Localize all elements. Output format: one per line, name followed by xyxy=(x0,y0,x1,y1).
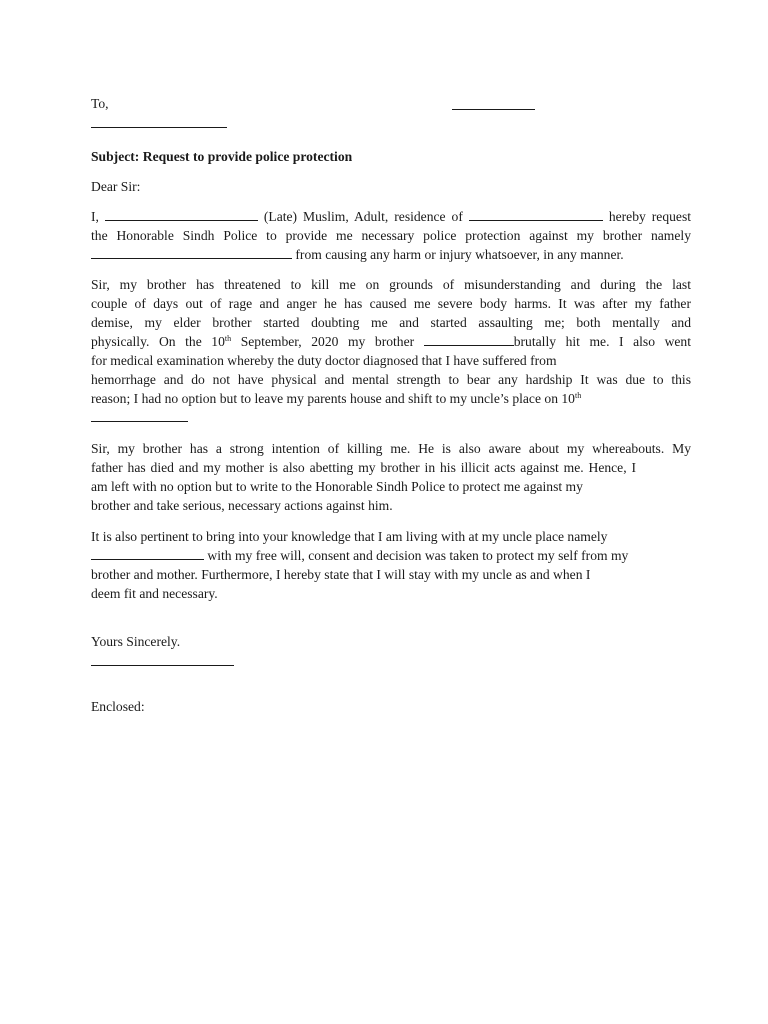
p2-line-2: couple of days out of rage and anger he has caused me severe body harms. It was after my father xyxy=(91,296,691,311)
signature-blank xyxy=(91,652,234,666)
subject-label: Subject: xyxy=(91,149,140,164)
p2-line-3: demise, my elder brother started doubting me and started assaulting me; both mentally and xyxy=(91,315,691,330)
to-label: To, xyxy=(91,96,109,111)
p1-line-3: from causing any harm or injury whatsoever, in any manner. xyxy=(91,245,691,264)
paragraph-4 xyxy=(91,527,691,603)
brother-blank xyxy=(424,332,514,346)
brother-name-blank xyxy=(91,245,292,259)
paragraph-3 xyxy=(91,439,691,515)
p4-line-2: with my free will, consent and decision was taken to protect my self from my xyxy=(91,546,691,565)
p3-line-4: brother and take serious, necessary actions against him. xyxy=(91,498,393,513)
subject-line xyxy=(91,147,352,166)
p2-line-5: for medical examination whereby the duty doctor diagnosed that I have suffered from xyxy=(91,353,557,368)
salutation: Dear Sir: xyxy=(91,179,141,194)
p3-line-2: father has died and my mother is also abetting my brother in his illicit acts against me. Hence, I xyxy=(91,460,636,475)
p4-line-1: It is also pertinent to bring into your knowledge that I am living with at my uncle place namely xyxy=(91,529,608,544)
shift-date-blank xyxy=(91,408,188,422)
paragraph-2 xyxy=(91,275,691,427)
uncle-name-blank xyxy=(91,546,204,560)
recipient-blank xyxy=(91,114,227,128)
p1-line-1: I, (Late) Muslim, Adult, residence of hereby request xyxy=(91,209,692,224)
p4-line-3: brother and mother. Furthermore, I hereby state that I will stay with my uncle as and when I xyxy=(91,567,591,582)
p1-line-2: the Honorable Sindh Police to provide me necessary police protection against my brother namely xyxy=(91,228,691,243)
subject-text: Request to provide police protection xyxy=(142,149,353,164)
p2-line-6: hemorrhage and do not have physical and mental strength to bear any hardship It was due to this xyxy=(91,372,691,387)
name-blank xyxy=(105,207,258,221)
p2-line-7: reason; I had no option but to leave my parents house and shift to my uncle’s place on 10th xyxy=(91,391,582,406)
p4-line-4: deem fit and necessary. xyxy=(91,586,218,601)
residence-blank xyxy=(469,207,603,221)
p3-line-3: am left with no option but to write to the Honorable Sindh Police to protect me against my xyxy=(91,479,583,494)
paragraph-1 xyxy=(91,207,691,264)
p2-line-4: physically. On the 10th September, 2020 my brother brutally hit me. I also went xyxy=(91,334,692,349)
enclosed-label: Enclosed: xyxy=(91,699,145,714)
closing: Yours Sincerely. xyxy=(91,634,181,649)
p2-line-1: Sir, my brother has threatened to kill me on grounds of misunderstanding and during the last xyxy=(91,277,691,292)
p3-line-1: Sir, my brother has a strong intention of killing me. He is also aware about my whereabouts. My xyxy=(91,441,691,456)
date-blank xyxy=(452,96,535,110)
p2-line-8 xyxy=(91,408,691,427)
